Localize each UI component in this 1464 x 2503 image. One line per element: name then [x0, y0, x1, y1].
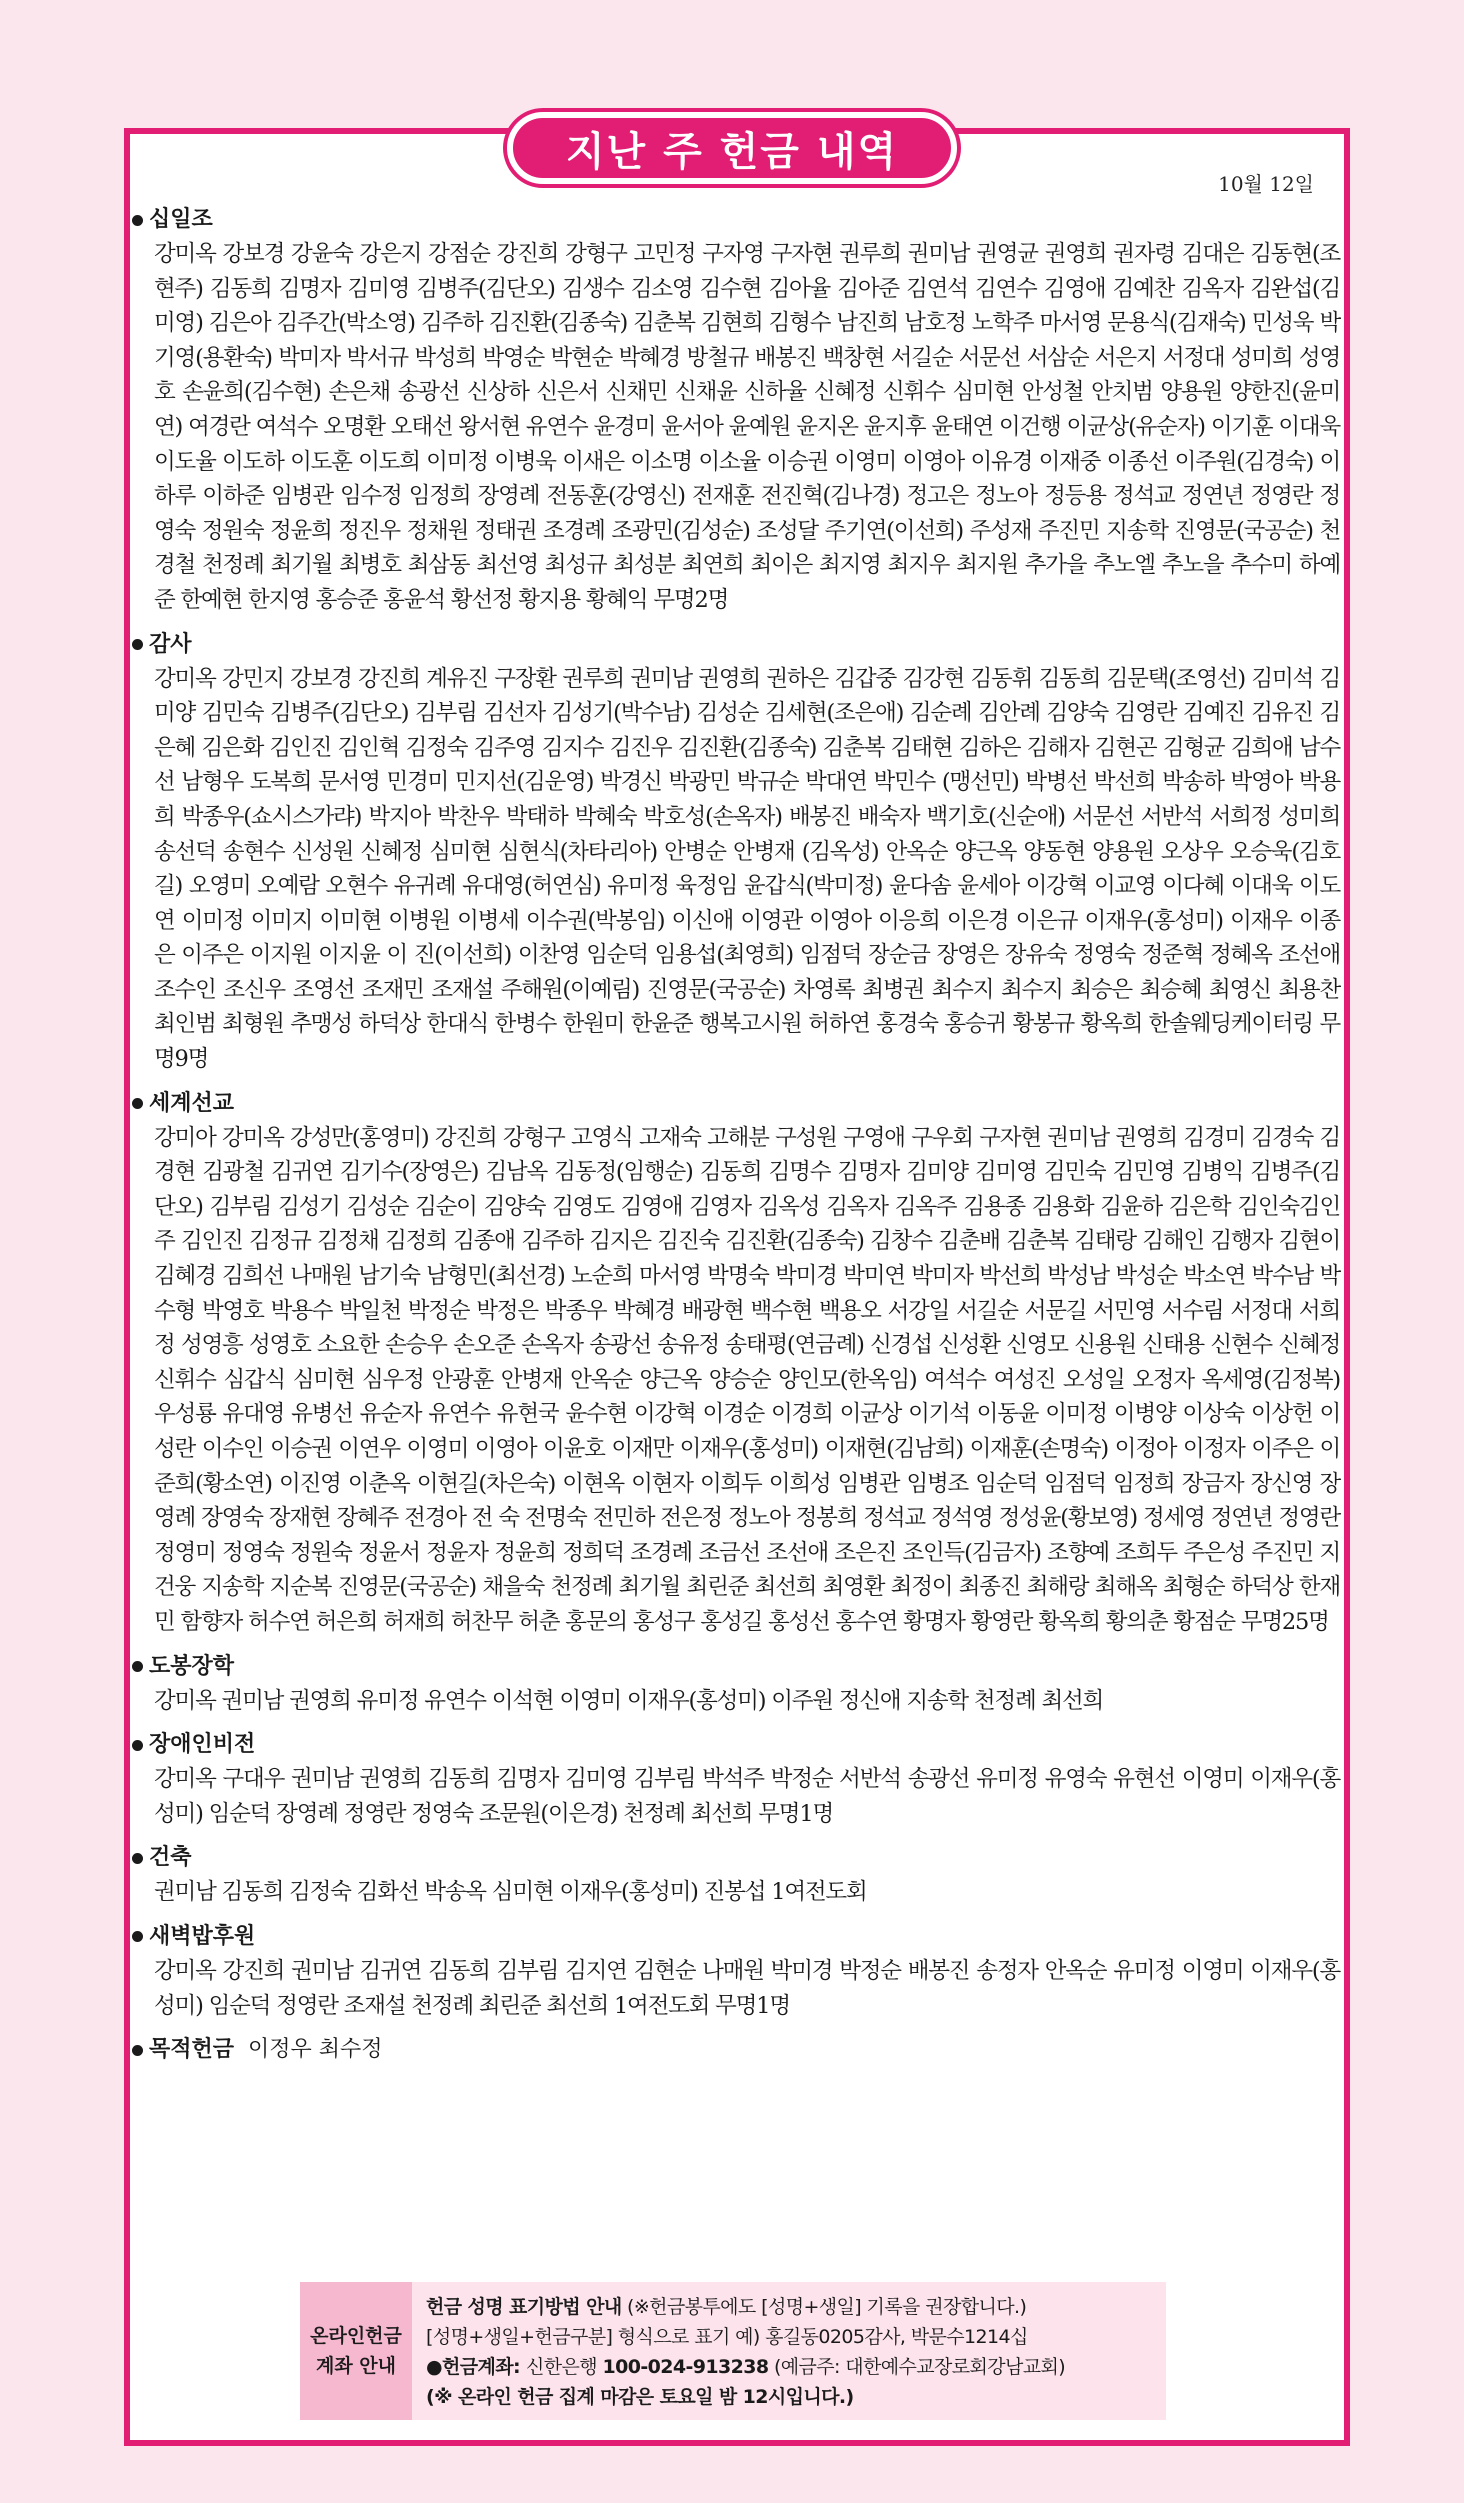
section-thanks — [132, 628, 1340, 1077]
bullet-icon — [132, 1098, 143, 1109]
section-names: 강미아 강미옥 강성만(홍영미) 강진희 강형구 고영식 고재숙 고해분 구성원 구영애 구우회 구자현 권미남 권영희 김경미 김경숙 김경현 김광철 김귀연 김기수(장영은) 김남옥 김동정(임행순) 김동희 김명수 김명자 김미양 김미영 김민숙 김민영 김병익 김병주(김단오) 김부림 김성기 김성순 김순이 김양숙 김영도 김영애 김영자 김옥성 김옥자 김옥주 김용종 김용화 김윤하 김은학 김인숙김인주 김인진 김정규 김정채 김정희 김종애 김주하 김지은 김진숙 김진환(김종숙) 김창수 김춘배 김춘복 김태랑 김해인 김행자 김현이 김혜경 김희선 나매원 남기숙 남형민(최선경) 노순희 마서영 박명숙 박미경 박미연 박미자 박선희 박성남 박성순 박소연 박수남 박수형 박영호 박용수 박일천 박정순 박정은 박종우 박혜경 배광현 백수현 백용오 서강일 서길순 서문길 서민영 서수림 서정대 서희정 성영흥 성영호 소요한 손승우 손오준 손옥자 송광선 송유정 송태평(연금례) 신경섭 신성환 신영모 신용원 신태용 신현수 신혜정 신휘수 심갑식 심미현 심우정 안광훈 안병재 안옥순 양근옥 양승순 양인모(한옥임) 여석수 여성진 오성일 오정자 옥세영(김정복) 우성룡 유대영 유병선 유순자 유연수 유현국 윤수현 이강혁 이경순 이경희 이균상 이기석 이동윤 이미정 이병양 이상숙 이상헌 이성란 이수인 이승권 이연우 이영미 이영아 이윤호 이재만 이재우(홍성미) 이재현(김남희) 이재훈(손명숙) 이정아 이정자 이주은 이준희(황소연) 이진영 이춘옥 이현길(차은숙) 이현옥 이현자 이희두 이희성 임병관 임병조 임순덕 임점덕 임정희 장금자 장신영 장영례 장영숙 장재현 장혜주 전경아 전 숙 전명숙 전민하 전은정 정노아 정봉희 정석교 정석영 정성윤(황보영) 정세영 정연년 정영란 정영미 정영숙 정원숙 정윤서 정윤자 정윤희 정희덕 조경례 조금선 조선애 조은진 조인득(김금자) 조향예 조희두 주은성 주진민 지건웅 지송학 지순복 진영문(국공순) 채을숙 천정례 최기월 최린준 최선희 최영환 최정이 최종진 최해랑 최해옥 최형순 하덕상 한재민 함향자 허수연 허은희 허재희 허찬무 허춘 홍문의 홍성구 홍성길 홍성선 홍수연 황명자 황영란 황옥희 황의춘 황점순 무명25명 — [154, 1124, 1340, 1635]
section-disability-vision — [132, 1728, 1340, 1831]
account-info: ●헌금계좌: 신한은행 100-024-913238 (예금주: 대한예수교장로회강남교회) — [426, 2356, 1066, 2378]
section-heading: 목적헌금 — [149, 2037, 235, 2063]
page-title: 지난 주 헌금 내역 — [507, 112, 957, 184]
name-format-example: [성명+생일+헌금구분] 형식으로 표기 예) 홍길동0205감사, 박문수1214십 — [426, 2326, 1028, 2348]
bullet-icon — [132, 1740, 143, 1751]
section-heading: 새벽밥후원 — [149, 1923, 256, 1949]
online-offering-box — [300, 2282, 1166, 2420]
bullet-icon — [132, 2045, 143, 2056]
deadline-notice: (※ 온라인 헌금 집계 마감은 토요일 밤 12시입니다.) — [426, 2386, 854, 2408]
section-dawn-meal — [132, 1920, 1340, 2023]
section-names: 강미옥 권미남 권영희 유미정 유연수 이석현 이영미 이재우(홍성미) 이주원 정신애 지송학 천정례 최선희 — [154, 1687, 1104, 1714]
bullet-icon — [132, 1661, 143, 1672]
section-building — [132, 1841, 1340, 1910]
section-scholarship — [132, 1650, 1340, 1719]
section-names: 이정우 최수정 — [248, 2037, 383, 2063]
online-offering-info — [412, 2282, 1166, 2420]
bullet-icon — [132, 215, 143, 226]
name-format-notice: 헌금 성명 표기방법 안내 (※헌금봉투에도 [성명+생일] 기록을 권장합니다.) — [426, 2296, 1027, 2318]
online-offering-label: 온라인헌금 계좌 안내 — [300, 2282, 412, 2420]
section-purpose-offering — [132, 2033, 1340, 2067]
bullet-icon — [132, 639, 143, 650]
section-tithe — [132, 203, 1340, 618]
section-names: 강미옥 구대우 권미남 권영희 김동희 김명자 김미영 김부림 박석주 박정순 서반석 송광선 유미정 유영숙 유현선 이영미 이재우(홍성미) 임순덕 장영례 정영란 정영숙 조문원(이은경) 천정례 최선희 무명1명 — [154, 1766, 1340, 1827]
bullet-icon — [132, 1931, 143, 1942]
bullet-icon — [132, 1853, 143, 1864]
section-heading: 감사 — [149, 631, 192, 657]
offering-list — [132, 203, 1340, 2077]
section-heading: 십일조 — [149, 207, 213, 232]
section-heading: 세계선교 — [149, 1090, 235, 1116]
section-world-mission — [132, 1087, 1340, 1640]
section-names: 강미옥 강민지 강보경 강진희 계유진 구장환 권루희 권미남 권영희 권하은 김갑중 김강현 김동휘 김동희 김문택(조영선) 김미석 김미양 김민숙 김병주(김단오) 김부림 김선자 김성기(박수남) 김성순 김세현(조은애) 김순례 김안례 김양숙 김영란 김예진 김유진 김은혜 김은화 김인진 김인혁 김정숙 김주영 김지수 김진우 김진환(김종숙) 김춘복 김태현 김하은 김해자 김현곤 김형균 김희애 남수선 남형우 도복희 문서영 민경미 민지선(김운영) 박경신 박광민 박규순 박대연 박민수 (맹선민) 박병선 박선희 박송하 박영아 박용희 박종우(쇼시스가랴) 박지아 박찬우 박태하 박혜숙 박호성(손옥자) 배봉진 배숙자 백기호(신순애) 서문선 서반석 서희정 성미희 송선덕 송현수 신성원 신혜정 심미현 심현식(차타리아) 안병순 안병재 (김옥성) 안옥순 양근옥 양동현 양용원 오상우 오승욱(김호길) 오영미 오예람 오현수 유귀례 유대영(허연심) 유미정 육정임 윤갑식(박미정) 윤다솜 윤세아 이강혁 이교영 이다혜 이대욱 이도연 이미정 이미지 이미현 이병원 이병세 이수권(박봉임) 이신애 이영관 이영아 이응희 이은경 이은규 이재우(홍성미) 이재우 이종은 이주은 이지원 이지윤 이 진(이선희) 이찬영 임순덕 임용섭(최영희) 임점덕 장순금 장영은 장유숙 정영숙 정준혁 정혜옥 조선애 조수인 조신우 조영선 조재민 조재설 주해원(이예림) 진영문(국공순) 차영록 최병권 최수지 최수지 최승은 최승혜 최영신 최용찬 최인범 최형원 추맹성 하덕상 한대식 한병수 한원미 한윤준 행복고시원 허하연 홍경숙 홍승귀 황봉규 황옥희 한솔웨딩케이터링 무명9명 — [154, 665, 1340, 1073]
section-heading: 장애인비전 — [149, 1732, 256, 1758]
section-heading: 도봉장학 — [149, 1653, 235, 1679]
report-date: 10월 12일 — [1218, 172, 1314, 196]
section-names: 강미옥 강진희 권미남 김귀연 김동희 김부림 김지연 김현순 나매원 박미경 박정순 배봉진 송정자 안옥순 유미정 이영미 이재우(홍성미) 임순덕 정영란 조재설 천정례 최린준 최선희 1여전도회 무명1명 — [154, 1957, 1340, 2019]
section-names: 권미남 김동희 김정숙 김화선 박송옥 심미현 이재우(홍성미) 진봉섭 1여전도회 — [154, 1879, 867, 1906]
section-heading: 건축 — [149, 1845, 192, 1871]
section-names: 강미옥 강보경 강윤숙 강은지 강점순 강진희 강형구 고민정 구자영 구자현 권루희 권미남 권영균 권영희 권자령 김대은 김동현(조현주) 김동희 김명자 김미영 김병주(김단오) 김생수 김소영 김수현 김아율 김아준 김연석 김연수 김영애 김예찬 김옥자 김완섭(김미영) 김은아 김주간(박소영) 김주하 김진환(김종숙) 김춘복 김현희 김형수 남진희 남호정 노학주 마서영 문용식(김재숙) 민성욱 박기영(용환숙) 박미자 박서규 박성희 박영순 박현순 박혜경 방철규 배봉진 백창현 서길순 서문선 서삼순 서은지 서정대 성미희 성영호 손윤희(김수현) 손은채 송광선 신상하 신은서 신채민 신채윤 신하율 신혜정 신휘수 심미현 안성철 안치범 양용원 양한진(윤미연) 여경란 여석수 오명환 오태선 왕서현 유연수 윤경미 윤서아 윤예원 윤지온 윤지후 윤태연 이건행 이균상(유순자) 이기훈 이대욱 이도율 이도하 이도훈 이도희 이미정 이병욱 이새은 이소명 이소율 이승권 이영미 이영아 이유경 이재중 이종선 이주원(김경숙) 이하루 이하준 임병관 임수정 임정희 장영례 전동훈(강영신) 전재훈 전진혁(김나경) 정고은 정노아 정등용 정석교 정연년 정영란 정영숙 정원숙 정윤희 정진우 정채원 정태권 조경례 조광민(김성순) 조성달 주기연(이선희) 주성재 주진민 지송학 진영문(국공순) 천경철 천정례 최기월 최병호 최삼동 최선영 최성규 최성분 최연희 최이은 최지영 최지우 최지원 추가을 추노엘 추노을 추수미 하예준 한예현 한지영 홍승준 홍윤석 황선정 황지용 황혜익 무명2명 — [154, 241, 1340, 613]
account-number: 100-024-913238 — [602, 2356, 769, 2378]
